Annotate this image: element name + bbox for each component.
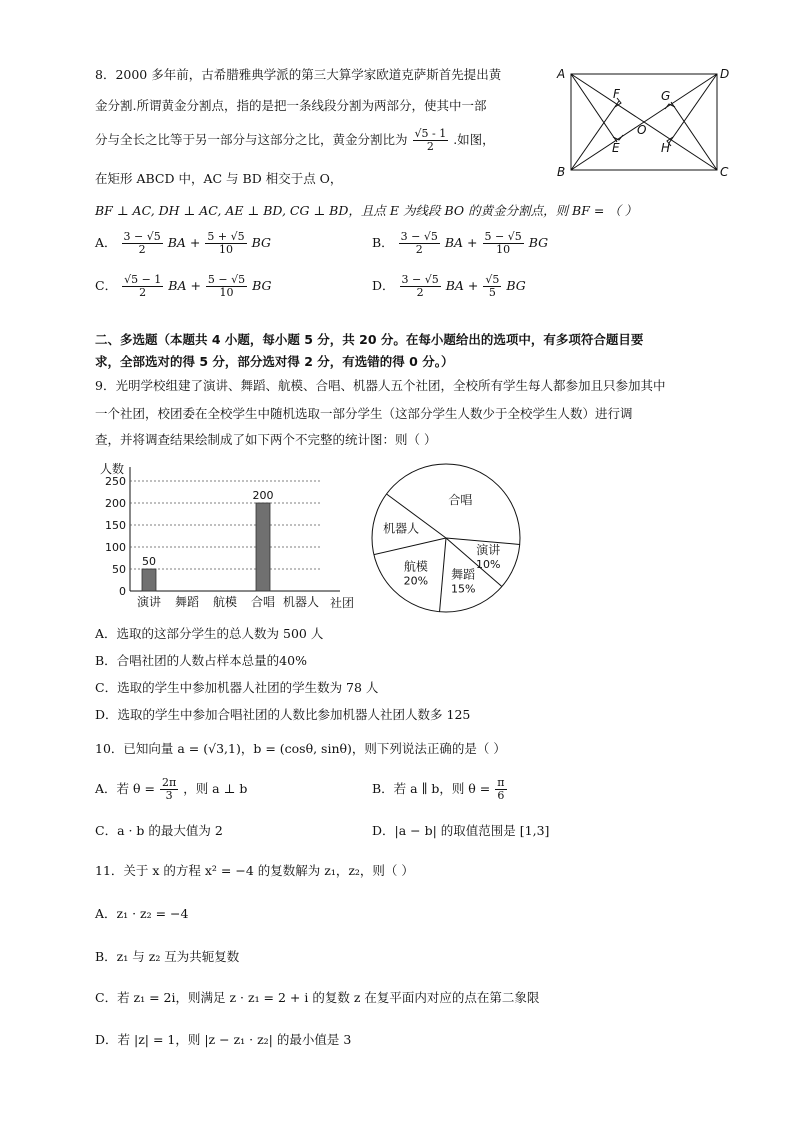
option-a-frac1 bbox=[122, 231, 163, 256]
y-tick-label: 50 bbox=[112, 563, 126, 576]
option-a-pre: A．若 θ = bbox=[95, 781, 155, 796]
x-axis-label: 社团 bbox=[330, 596, 355, 610]
q9-option-b[interactable]: B．合唱社团的人数占样本总量的40% bbox=[95, 653, 307, 668]
frac-num: 3 − √5 bbox=[123, 230, 161, 243]
x-tick-label: 合唱 bbox=[250, 595, 276, 609]
segment-bf bbox=[571, 101, 619, 170]
q11-option-c[interactable]: C．若 z₁ = 2i，则满足 z · z₁ = 2 + i 的复数 z 在复平面内对应的点在第二象限 bbox=[95, 990, 540, 1005]
option-a-post: ，则 a ⊥ b bbox=[183, 781, 248, 796]
frac-num: 2π bbox=[161, 776, 177, 789]
section2-line1: 二、多选题（本题共 4 小题，每小题 5 分，共 20 分。在每小题给出的选项中，有多项符合题目要 bbox=[95, 332, 644, 347]
option-a-label: A． bbox=[95, 235, 117, 250]
option-a-frac2 bbox=[205, 231, 246, 256]
point-a-label: A bbox=[557, 67, 566, 81]
q9-option-c[interactable]: C．选取的学生中参加机器人社团的学生数为 78 人 bbox=[95, 680, 379, 695]
pie-slice-label: 演讲 bbox=[476, 542, 501, 557]
option-c-term1: BA + bbox=[168, 278, 201, 293]
option-c-term2: BG bbox=[252, 278, 272, 293]
bar-chart bbox=[90, 455, 355, 615]
right-angle-g bbox=[665, 104, 675, 109]
q8-line5: BF ⊥ AC, DH ⊥ AC, AE ⊥ BD, CG ⊥ BD，且点 E 为线段 BO 的黄金分割点，则 BF = （ ） bbox=[95, 203, 638, 218]
point-c-label: C bbox=[720, 165, 729, 179]
point-g-label: G bbox=[661, 89, 671, 103]
pie-slice-label: 合唱 bbox=[448, 492, 473, 507]
option-d-term2: BG bbox=[506, 278, 526, 293]
option-d-frac1 bbox=[400, 274, 441, 299]
y-tick-label: 150 bbox=[105, 519, 126, 532]
q11-option-a[interactable]: A．z₁ · z₂ = −4 bbox=[95, 906, 189, 921]
option-a-term2: BG bbox=[251, 235, 271, 250]
right-angle-e bbox=[613, 135, 623, 140]
frac-num: 5 − √5 bbox=[207, 273, 246, 286]
frac-num: 5 + √5 bbox=[207, 230, 245, 243]
option-b-term1: BA + bbox=[444, 235, 478, 250]
option-a-term1: BA + bbox=[167, 235, 201, 250]
option-c-frac2 bbox=[206, 274, 247, 299]
pie-slice-percent: 20% bbox=[403, 574, 429, 588]
y-axis-label: 人数 bbox=[100, 462, 125, 476]
y-tick-label: 0 bbox=[119, 585, 126, 598]
q8-option-d[interactable] bbox=[372, 274, 526, 299]
bar-data-label: 50 bbox=[142, 555, 156, 568]
q11-stem: 11．关于 x 的方程 x² = −4 的复数解为 z₁，z₂，则（ ） bbox=[95, 863, 414, 878]
segment-dh bbox=[669, 74, 717, 143]
frac-den: 2 bbox=[138, 243, 146, 256]
q10-stem: 10．已知向量 a = (√3,1)，b = (cosθ, sinθ)，则下列说法正确的是（ ） bbox=[95, 741, 506, 756]
bar bbox=[256, 503, 270, 591]
point-h-label: H bbox=[661, 141, 671, 155]
point-f-label: F bbox=[613, 87, 620, 101]
frac-den: 10 bbox=[219, 286, 234, 299]
frac-den: 3 bbox=[165, 789, 173, 802]
golden-ratio-numerator: √5 - 1 bbox=[414, 127, 447, 140]
frac-den: 10 bbox=[496, 243, 511, 256]
q9-line1: 9．光明学校组建了演讲、舞蹈、航模、合唱、机器人五个社团，全校所有学生每人都参加且只参加其中 bbox=[95, 378, 666, 393]
frac-num: √5 bbox=[485, 273, 500, 286]
frac-num: π bbox=[497, 776, 505, 789]
point-b-label: B bbox=[557, 165, 566, 179]
q10-option-a[interactable] bbox=[95, 777, 247, 802]
frac-den: 2 bbox=[415, 243, 423, 256]
bar bbox=[142, 569, 156, 591]
q9-option-a[interactable]: A．选取的这部分学生的总人数为 500 人 bbox=[95, 626, 324, 641]
pie-slice-percent: 15% bbox=[450, 582, 476, 596]
frac-den: 5 bbox=[488, 286, 496, 299]
frac-den: 2 bbox=[416, 286, 424, 299]
x-tick-label: 舞蹈 bbox=[174, 595, 200, 609]
frac-num: 3 − √5 bbox=[400, 230, 438, 243]
q9-option-d[interactable]: D．选取的学生中参加合唱社团的人数比参加机器人社团人数多 125 bbox=[95, 707, 471, 722]
frac-den: 10 bbox=[218, 243, 233, 256]
point-e-label: E bbox=[612, 141, 620, 155]
q8-line2: 金分割.所谓黄金分割点，指的是把一条线段分割为两部分，使其中一部 bbox=[95, 98, 487, 113]
q8-line3-post: .如图， bbox=[453, 132, 495, 147]
pie-slice-label: 机器人 bbox=[383, 521, 420, 536]
q10-option-c[interactable]: C．a · b 的最大值为 2 bbox=[95, 823, 223, 838]
x-tick-label: 航模 bbox=[212, 595, 238, 609]
segment-cg bbox=[671, 102, 717, 170]
q9-line3: 查，并将调查结果绘制成了如下两个不完整的统计图：则（ ） bbox=[95, 432, 437, 447]
frac-num: 3 − √5 bbox=[401, 273, 439, 286]
y-tick-label: 200 bbox=[105, 497, 126, 510]
option-b-label: B． bbox=[372, 235, 394, 250]
q8-line1: 8．2000 多年前，古希腊雅典学派的第三大算学家欧道克萨斯首先提出黄 bbox=[95, 67, 502, 82]
option-a-frac bbox=[160, 777, 178, 802]
option-d-label: D． bbox=[372, 278, 395, 293]
q8-line3-pre: 分与全长之比等于另一部分与这部分之比，黄金分割比为 bbox=[95, 132, 408, 147]
y-tick-label: 100 bbox=[105, 541, 126, 554]
option-c-label: C． bbox=[95, 278, 118, 293]
q8-option-b[interactable] bbox=[372, 231, 548, 256]
rectangle-figure bbox=[553, 62, 733, 180]
option-d-frac2 bbox=[483, 274, 501, 299]
frac-den: 6 bbox=[497, 789, 505, 802]
section2-line2: 求，全部选对的得 5 分，部分选对得 2 分，有选错的得 0 分。） bbox=[95, 354, 454, 369]
q8-line3 bbox=[95, 128, 495, 153]
bar-data-label: 200 bbox=[252, 489, 274, 502]
point-o-label: O bbox=[637, 123, 647, 137]
frac-num: √5 − 1 bbox=[124, 273, 162, 286]
option-b-pre: B．若 a ∥ b，则 θ = bbox=[372, 781, 491, 796]
option-b-frac1 bbox=[399, 231, 440, 256]
q11-option-b[interactable]: B．z₁ 与 z₂ 互为共轭复数 bbox=[95, 949, 240, 964]
pie-slice-percent: 10% bbox=[476, 557, 501, 571]
point-d-label: D bbox=[720, 67, 730, 81]
q10-option-d[interactable]: D．|a − b| 的取值范围是 [1,3] bbox=[372, 823, 550, 838]
pie-slice-label: 航模 bbox=[403, 559, 428, 574]
option-b-frac bbox=[495, 777, 506, 802]
pie-slice-label: 舞蹈 bbox=[451, 567, 476, 582]
option-d-term1: BA + bbox=[445, 278, 479, 293]
y-tick-label: 250 bbox=[105, 475, 126, 488]
option-c-frac1 bbox=[122, 274, 163, 299]
golden-ratio-fraction bbox=[413, 128, 449, 153]
option-b-frac2 bbox=[483, 231, 524, 256]
q8-option-c[interactable] bbox=[95, 274, 272, 299]
q8-option-a[interactable] bbox=[95, 231, 271, 256]
pie-chart bbox=[368, 460, 528, 620]
x-tick-label: 机器人 bbox=[282, 595, 320, 609]
q9-line2: 一个社团，校团委在全校学生中随机选取一部分学生（这部分学生人数少于全校学生人数）进行调 bbox=[95, 406, 633, 421]
golden-ratio-denominator: 2 bbox=[426, 140, 434, 153]
x-tick-label: 演讲 bbox=[136, 595, 162, 609]
option-b-term2: BG bbox=[528, 235, 549, 250]
q8-line4: 在矩形 ABCD 中，AC 与 BD 相交于点 O， bbox=[95, 171, 343, 186]
segment-ae bbox=[571, 74, 617, 142]
frac-den: 2 bbox=[139, 286, 147, 299]
q10-option-b[interactable] bbox=[372, 777, 508, 802]
q11-option-d[interactable]: D．若 |z| = 1，则 |z − z₁ · z₂| 的最小值是 3 bbox=[95, 1032, 352, 1047]
frac-num: 5 − √5 bbox=[484, 230, 522, 243]
